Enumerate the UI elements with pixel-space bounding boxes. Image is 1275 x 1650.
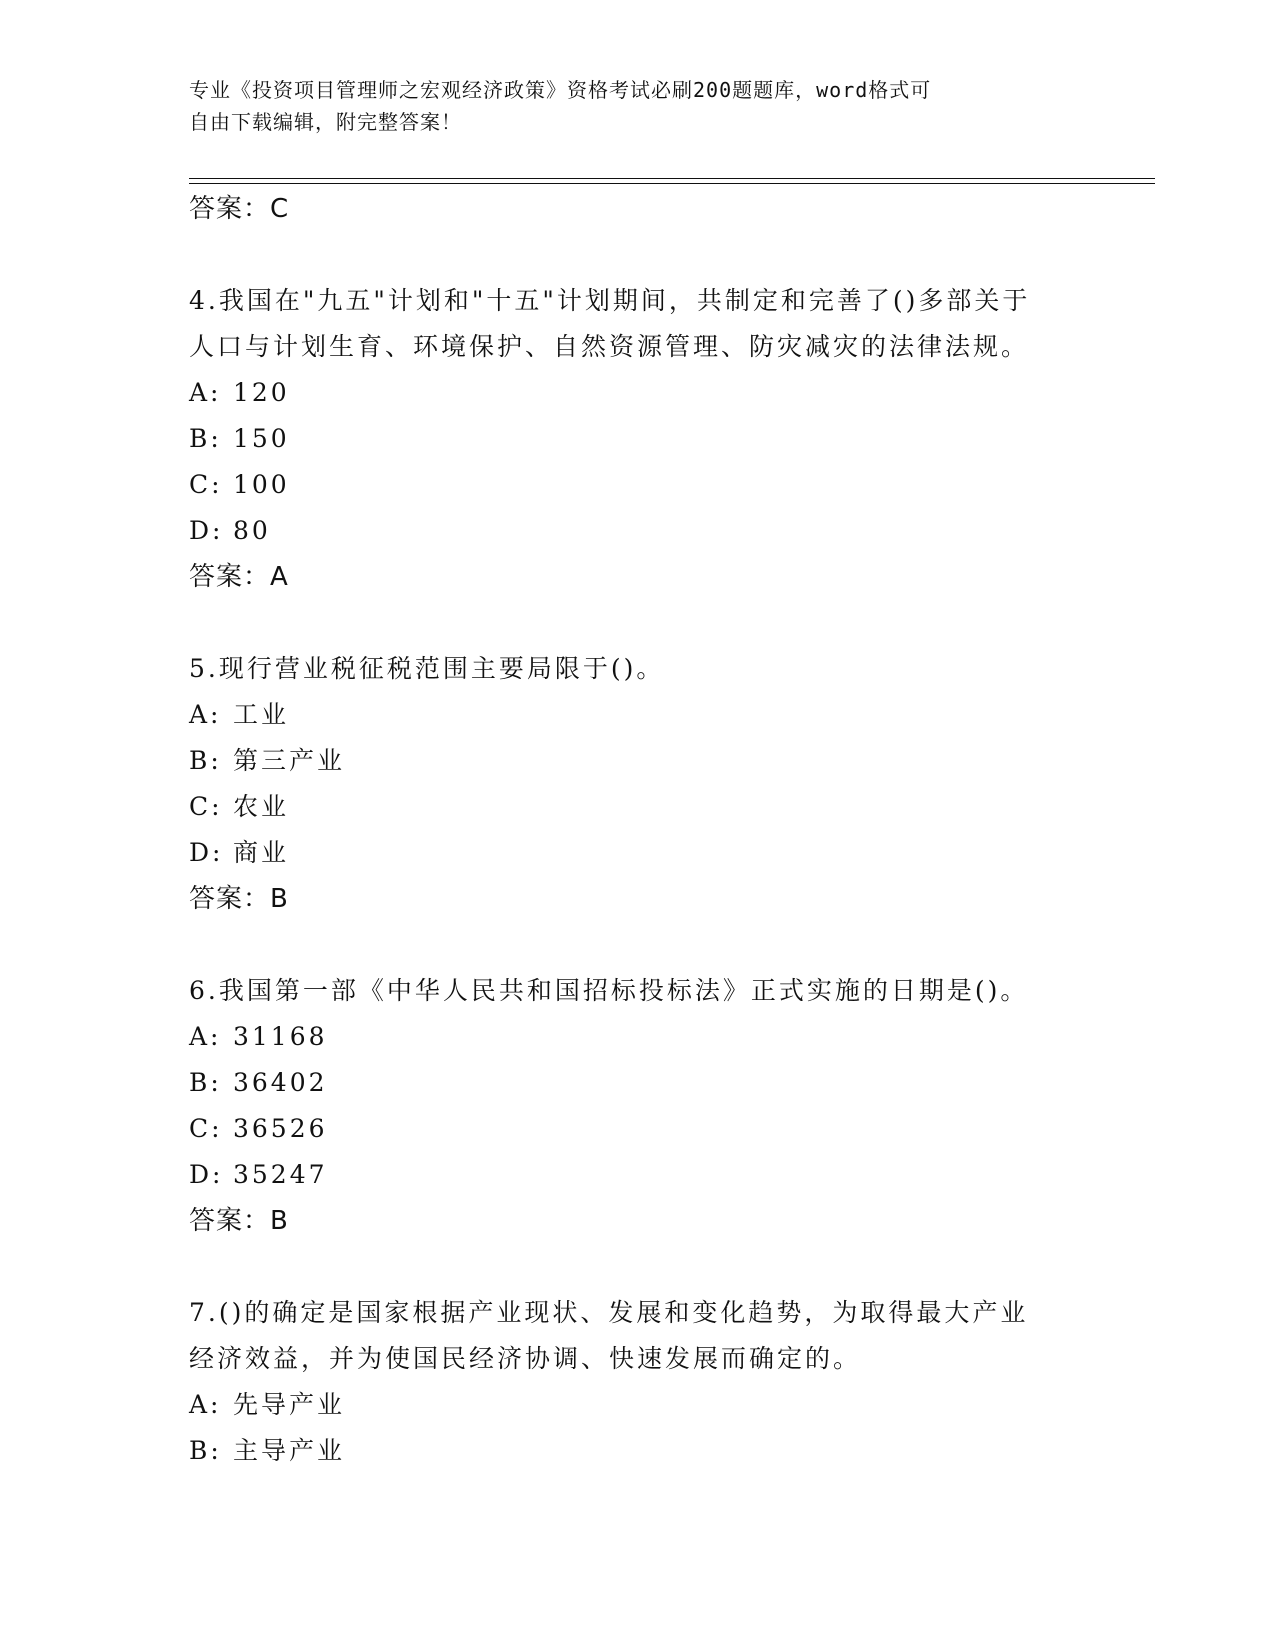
option-text: 100 <box>233 470 290 499</box>
option-text: 商业 <box>233 838 290 867</box>
question-text: 经济效益，并为使国民经济协调、快速发展而确定的。 <box>189 1344 862 1373</box>
option-b <box>189 416 1089 462</box>
option-text: 工业 <box>233 700 290 729</box>
header-line-2: 自由下载编辑，附完整答案！ <box>189 110 462 134</box>
spacer <box>189 922 1089 968</box>
option-text: 第三产业 <box>233 746 346 775</box>
option-d <box>189 508 1089 554</box>
option-text: 35247 <box>233 1160 328 1189</box>
option-d <box>189 830 1089 876</box>
header-line-1: 专业《投资项目管理师之宏观经济政策》资格考试必刷200题题库，word格式可 <box>189 78 932 102</box>
option-c <box>189 1106 1089 1152</box>
option-text: 120 <box>233 378 290 407</box>
answer-line: 答案：A <box>189 562 289 592</box>
option-label: A: <box>189 700 222 729</box>
question-list <box>189 186 1089 1474</box>
option-b <box>189 1428 1089 1474</box>
option-d <box>189 1152 1089 1198</box>
document-header <box>189 74 1069 138</box>
option-label: B: <box>189 1436 222 1465</box>
spacer <box>189 1244 1089 1290</box>
option-label: C: <box>189 792 223 821</box>
option-label: B: <box>189 424 222 453</box>
question-text: 5.现行营业税征税范围主要局限于()。 <box>189 654 665 683</box>
question-block <box>189 278 1089 600</box>
option-a <box>189 1014 1089 1060</box>
option-text: 主导产业 <box>233 1436 346 1465</box>
option-text: 150 <box>233 424 290 453</box>
option-b <box>189 1060 1089 1106</box>
option-label: D: <box>189 838 224 867</box>
option-a <box>189 692 1089 738</box>
question-text: 4.我国在"九五"计划和"十五"计划期间，共制定和完善了()多部关于 <box>189 286 1031 315</box>
answer-line: 答案：C <box>189 194 290 224</box>
option-label: A: <box>189 1390 222 1419</box>
option-text: 36526 <box>233 1114 328 1143</box>
option-text: 36402 <box>233 1068 328 1097</box>
option-c <box>189 462 1089 508</box>
option-label: D: <box>189 1160 224 1189</box>
option-label: C: <box>189 470 223 499</box>
question-block <box>189 1290 1089 1474</box>
option-label: D: <box>189 516 224 545</box>
question-text: 人口与计划生育、环境保护、自然资源管理、防灾减灾的法律法规。 <box>189 332 1030 361</box>
option-c <box>189 784 1089 830</box>
answer-line: 答案：B <box>189 884 289 914</box>
option-text: 先导产业 <box>233 1390 346 1419</box>
option-label: B: <box>189 1068 222 1097</box>
spacer <box>189 600 1089 646</box>
question-block <box>189 968 1089 1244</box>
header-divider-bottom <box>189 183 1155 184</box>
option-label: B: <box>189 746 222 775</box>
header-divider-top <box>189 178 1155 179</box>
answer-line: 答案：B <box>189 1206 289 1236</box>
option-text: 80 <box>233 516 271 545</box>
option-b <box>189 738 1089 784</box>
spacer <box>189 232 1089 278</box>
option-text: 农业 <box>233 792 290 821</box>
question-block <box>189 646 1089 922</box>
option-label: A: <box>189 378 222 407</box>
question-text: 6.我国第一部《中华人民共和国招标投标法》正式实施的日期是()。 <box>189 976 1029 1005</box>
option-a <box>189 370 1089 416</box>
option-label: A: <box>189 1022 222 1051</box>
option-a <box>189 1382 1089 1428</box>
question-text: 7.()的确定是国家根据产业现状、发展和变化趋势，为取得最大产业 <box>189 1298 1029 1327</box>
option-label: C: <box>189 1114 223 1143</box>
option-text: 31168 <box>233 1022 328 1051</box>
